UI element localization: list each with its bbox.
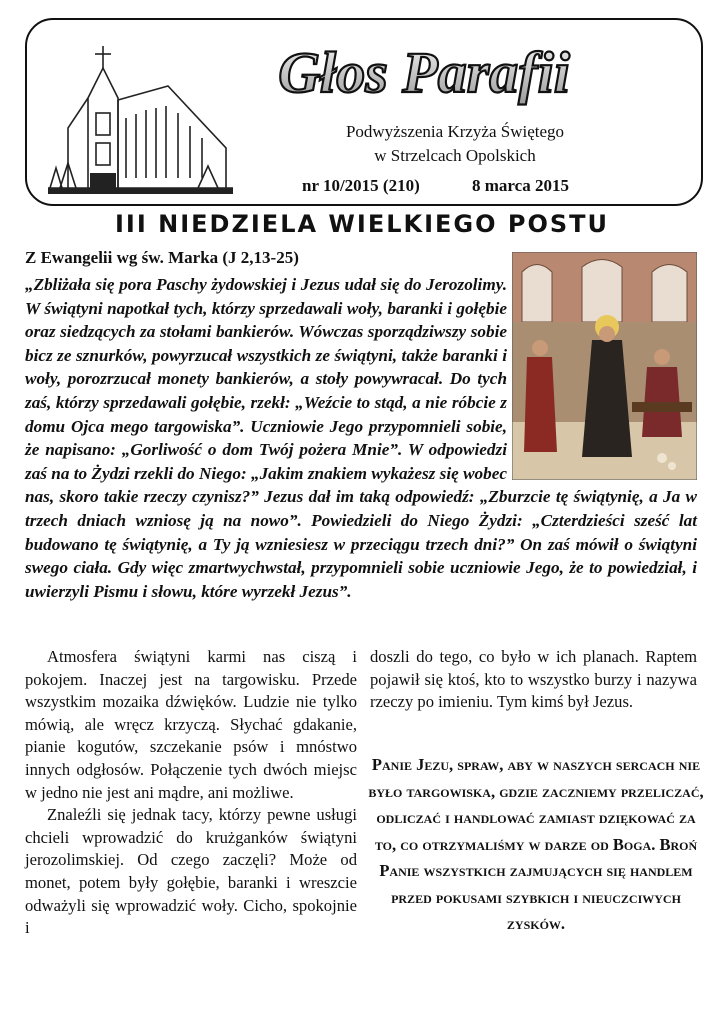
- parish-name: [290, 120, 620, 168]
- gospel-text-content: „Zbliżała się pora Paschy żydowskiej i Jezus udał się do Jerozolimy. W świątyni napotkał tych, którzy sprzedawali woły, baranki i gołębie oraz siedzących za stołami bankierów. Wówczas sporządziwszy sobie bicz ze sznurków, powyrzucał wszystkich ze świątyni, także baranki i woły, porozrzucał monety bankierów, a stoły powywracał. Do tych zaś, którzy sprzedawali gołębie, rzekł: „Weźcie to stąd, a nie róbcie z domu Ojca mego targowiska”. Uczniowie Jego przypomnieli sobie, że napisano: „Gorliwość o dom Twój pożera Mnie”. W odpowiedzi zaś na to Żydzi rzekli do Niego: „Jakim znakiem wykażesz się wobec nas, skoro takie rzeczy czynisz?” Jezus dał im taką odpowiedź: „Zburzcie tę świątynię, a Ja w trzech dniach wzniosę ją na nowo”. Powiedzieli do Niego Żydzi: „Czterdzieści sześć lat budowano tę świątynię, a Ty ją wzniesiesz w przeciągu trzech dni?” On zaś mówił o świątyni swego ciała. Gdy więc zmartwychwstał, przypomnieli sobie uczniowie Jego, że to powiedział, i uwierzyli Pismu i słowu, które wyrzekł Jezus”.: [25, 275, 697, 601]
- gospel-reference: Z Ewangelii wg św. Marka (J 2,13-25): [25, 248, 299, 267]
- parish-line-1: Podwyższenia Krzyża Świętego: [345, 122, 565, 141]
- commentary-paragraph-3: doszli do tego, co było w ich planach. Raptem pojawił się ktoś, kto to wszystko burzy i nazywa rzeczy po imieniu. Tym kimś był Jezus.: [370, 647, 697, 712]
- church-drawing-icon: [48, 38, 233, 196]
- page-title: III NIEDZIELA WIELKIEGO POSTU: [114, 210, 610, 238]
- prayer-text: [366, 752, 706, 938]
- gospel-text: [25, 273, 697, 603]
- prayer-content: Panie Jezu, spraw, aby w naszych sercach nie było targowiska, gdzie zaczniemy przeliczać, odliczać i handlować zamiast dziękować za to, co otrzymaliśmy w darze od Boga. Broń Panie wszystkich zajmujących się handlem przed pokusami szybkich i nieuczciwych zysków.: [368, 755, 704, 933]
- commentary-paragraph-1: Atmosfera świątyni karmi nas ciszą i pokojem. Inaczej jest na targowisku. Przede wszystkim mozaika dźwięków. Ludzie nie tylko mówią, ale wręcz krzyczą. Słychać gdakanie, pianie kogutów, szczekanie psów i mnóstwo innych odgłosów. Połączenie tych dwóch miejsc w jedno nie jest ani mądre, ani możliwe.: [25, 647, 357, 802]
- logo-glos-parafii: [254, 34, 594, 106]
- commentary-column-left: [25, 646, 357, 940]
- issue-date: 8 marca 2015: [472, 176, 569, 195]
- parish-line-2: w Strzelcach Opolskich: [374, 146, 536, 165]
- svg-text:Głos Parafii: Głos Parafii: [278, 40, 570, 105]
- issue-number: nr 10/2015 (210): [302, 176, 420, 195]
- commentary-paragraph-2: Znaleźli się jednak tacy, którzy pewne usługi chcieli wprowadzić do krużganków świątyni jerozolimskiej. Od czego zaczęli? Może od monet, potem były gołębie, baranki i wreszcie odważyli się wprowadzić woły. Cicho, spokojnie i: [25, 805, 357, 938]
